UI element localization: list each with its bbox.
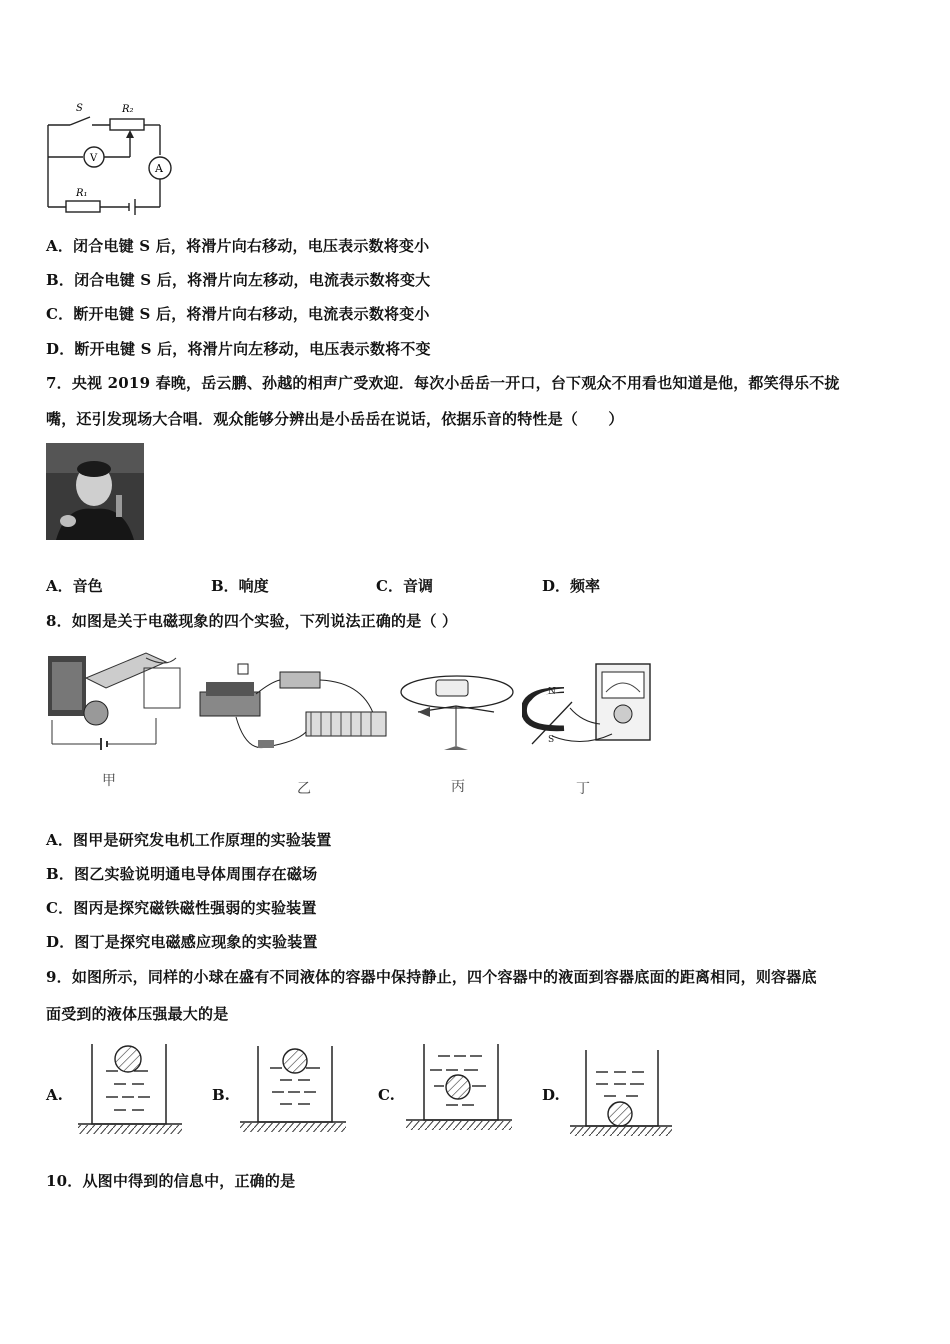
ammeter-label: A	[155, 162, 163, 175]
q7-option-a: A．音色	[46, 577, 103, 595]
r1-label: R₁	[76, 188, 88, 199]
container-d-figure	[570, 1046, 674, 1138]
q6-option-b: B．闭合电键 S 后，将滑片向左移动，电流表示数将变大	[46, 271, 431, 289]
caption-bing: 丙	[451, 779, 465, 795]
q9-option-c-label: C.	[378, 1086, 395, 1104]
experiment-jia-figure	[46, 648, 186, 750]
q9-question-line2: 面受到的液体压强最大的是	[46, 1005, 229, 1023]
svg-text:S: S	[548, 735, 555, 745]
container-b-figure	[240, 1040, 348, 1136]
q9-option-b-label: B.	[212, 1086, 230, 1104]
q6-option-c: C．断开电键 S 后，将滑片向右移动，电流表示数将变小	[46, 305, 430, 323]
q8-option-d: D．图丁是探究电磁感应现象的实验装置	[46, 933, 318, 951]
q7-option-b: B．响度	[211, 577, 269, 595]
circuit-diagram	[40, 95, 180, 220]
switch-label: S	[76, 103, 83, 114]
caption-jia: 甲	[102, 773, 116, 789]
container-c-figure	[406, 1040, 514, 1134]
q6-option-a: A．闭合电键 S 后，将滑片向右移动，电压表示数将变小	[46, 237, 430, 255]
container-a-figure	[78, 1040, 184, 1136]
q10-question: 10．从图中得到的信息中，正确的是	[46, 1172, 296, 1190]
experiment-ding-figure	[522, 662, 652, 754]
r2-label: R₂	[122, 104, 134, 115]
q8-option-b: B．图乙实验说明通电导体周围存在磁场	[46, 865, 318, 883]
svg-text:N: N	[548, 687, 556, 697]
q6-option-d: D．断开电键 S 后，将滑片向左移动，电压表示数将不变	[46, 340, 431, 358]
q9-option-d-label: D.	[542, 1086, 560, 1104]
experiment-bing-figure	[396, 672, 518, 754]
q7-question-line2: 嘴，还引发现场大合唱．观众能够分辨出是小岳岳在说话，依据乐音的特性是（ ）	[46, 410, 624, 428]
q8-option-a: A．图甲是研究发电机工作原理的实验装置	[46, 831, 332, 849]
q9-question-line1: 9．如图所示，同样的小球在盛有不同液体的容器中保持静止，四个容器中的液面到容器底面的距离相同，则容器底	[46, 968, 817, 986]
q7-option-c: C．音调	[376, 577, 433, 595]
voltmeter-label: V	[90, 153, 98, 164]
q8-question: 8．如图是关于电磁现象的四个实验，下列说法正确的是（ ）	[46, 612, 458, 630]
experiment-yi-figure	[196, 662, 388, 760]
caption-yi: 乙	[297, 781, 311, 797]
caption-ding: 丁	[576, 781, 590, 797]
q7-option-d: D．频率	[542, 577, 601, 595]
q8-option-c: C．图丙是探究磁铁磁性强弱的实验装置	[46, 899, 317, 917]
q9-option-a-label: A.	[46, 1086, 63, 1104]
q7-question-line1: 7．央视 2019 春晚，岳云鹏、孙越的相声广受欢迎．每次小岳岳一开口，台下观众不用看也知道是他，都笑得乐不拢	[46, 374, 840, 392]
performer-photo	[46, 443, 144, 540]
